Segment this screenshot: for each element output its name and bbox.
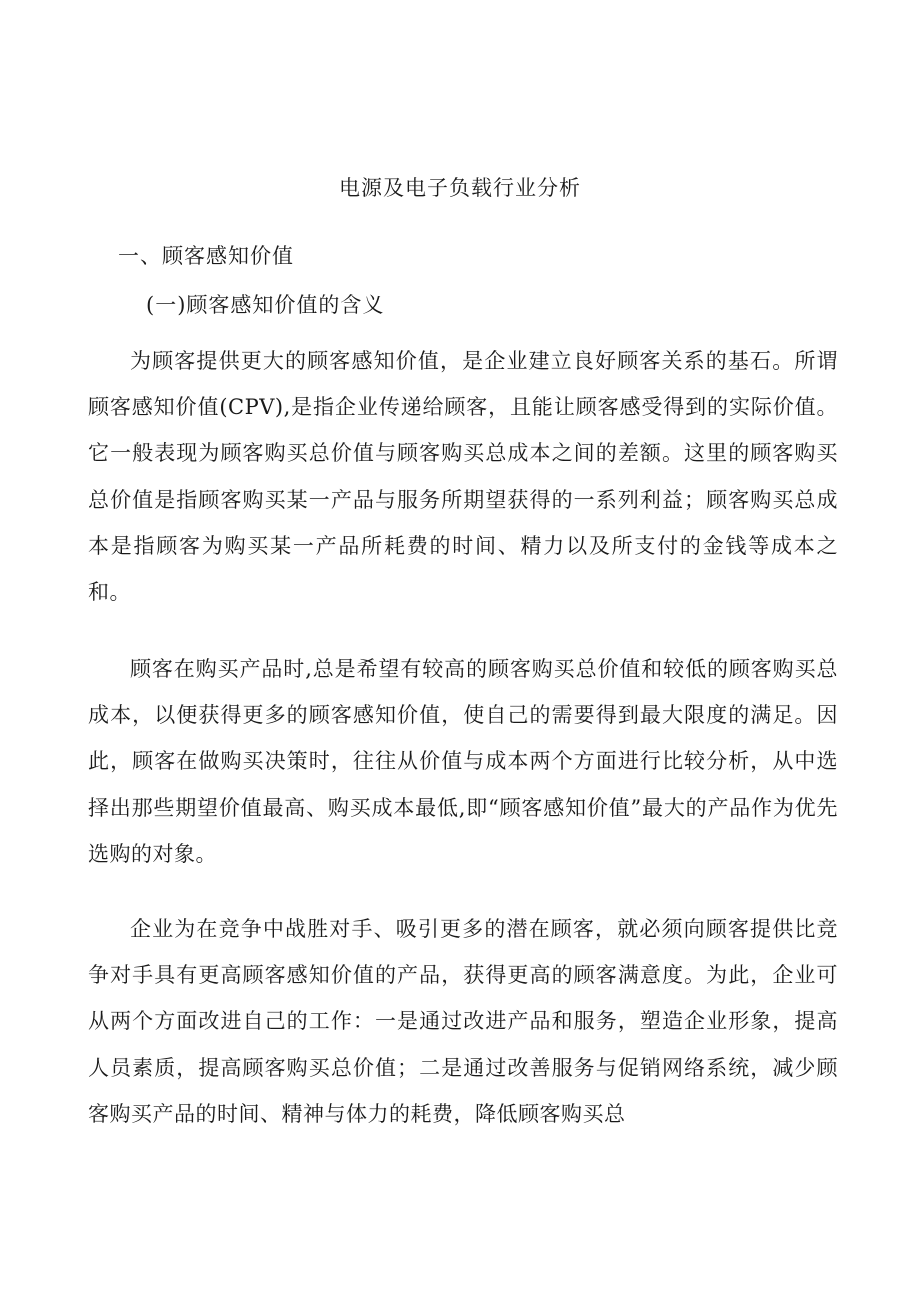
- paragraph-1: 为顾客提供更大的顾客感知价值，是企业建立良好顾客关系的基石。所谓顾客感知价值(CPV),是指企业传递给顾客，且能让顾客感受得到的实际价值。它一般表现为顾客购买总价值与顾客购买总成本之间的差额。这里的顾客购买总价值是指顾客购买某一产品与服务所期望获得的一系列利益；顾客购买总成本是指顾客为购买某一产品所耗费的时间、精力以及所支付的金钱等成本之和。: [88, 349, 838, 605]
- document-title: 电源及电子负载行业分析: [339, 176, 581, 200]
- paragraph-2: 顾客在购买产品时,总是希望有较高的顾客购买总价值和较低的顾客购买总成本，以便获得更多的顾客感知价值，使自己的需要得到最大限度的满足。因此，顾客在做购买决策时，往往从价值与成本两个方面进行比较分析，从中选择出那些期望价值最高、购买成本最低,即“顾客感知价值”最大的产品作为优先选购的对象。: [88, 657, 838, 866]
- paragraph-3: 企业为在竞争中战胜对手、吸引更多的潜在顾客，就必须向顾客提供比竞争对手具有更高顾客感知价值的产品，获得更高的顾客满意度。为此，企业可从两个方面改进自己的工作：一是通过改进产品和服务，塑造企业形象，提高人员素质，提高顾客购买总价值；二是通过改善服务与促销网络系统，减少顾客购买产品的时间、精神与体力的耗费，降低顾客购买总: [88, 917, 838, 1126]
- section-heading: 一、顾客感知价值: [118, 244, 294, 268]
- subsection-heading: (一)顾客感知价值的含义: [146, 293, 385, 317]
